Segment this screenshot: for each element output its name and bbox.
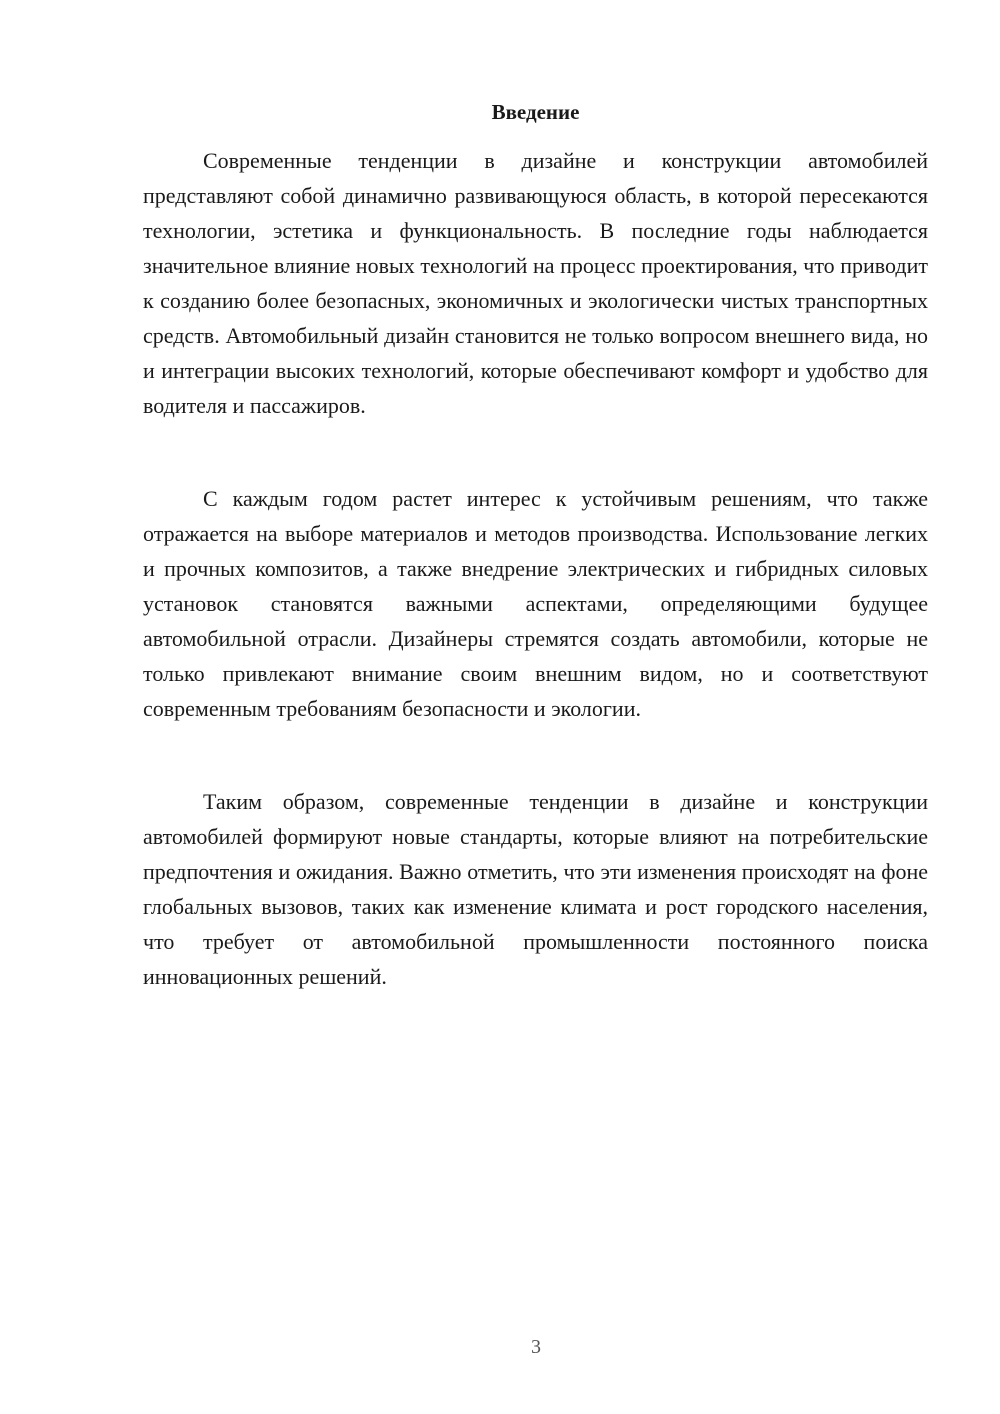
section-heading: Введение [491,100,580,124]
paragraph-1: Современные тенденции в дизайне и конструкции автомобилей представляют собой динамично развивающуюся область, в которой пересекаются технологии, эстетика и функциональность. В последние годы наблюдается значительное влияние новых технологий на процесс проектирования, что приводит к созданию более безопасных, экономичных и экологически чистых транспортных средств. Автомобильный дизайн становится не только вопросом внешнего вида, но и интеграции высоких технологий, которые обеспечивают комфорт и удобство для водителя и пассажиров. [143,148,928,418]
page-number: 3 [531,1336,541,1358]
paragraph-3: Таким образом, современные тенденции в дизайне и конструкции автомобилей формируют новые стандарты, которые влияют на потребительские предпочтения и ожидания. Важно отметить, что эти изменения происходят на фоне глобальных вызовов, таких как изменение климата и рост городского населения, что требует от автомобильной промышленности постоянного поиска инновационных решений. [143,789,928,989]
paragraph-2: С каждым годом растет интерес к устойчивым решениям, что также отражается на выборе материалов и методов производства. Использование легких и прочных композитов, а также внедрение электрических и гибридных силовых установок становятся важными аспектами, определяющими будущее автомобильной отрасли. Дизайнеры стремятся создать автомобили, которые не только привлекают внимание своим внешним видом, но и соответствуют современным требованиям безопасности и экологии. [143,486,928,721]
